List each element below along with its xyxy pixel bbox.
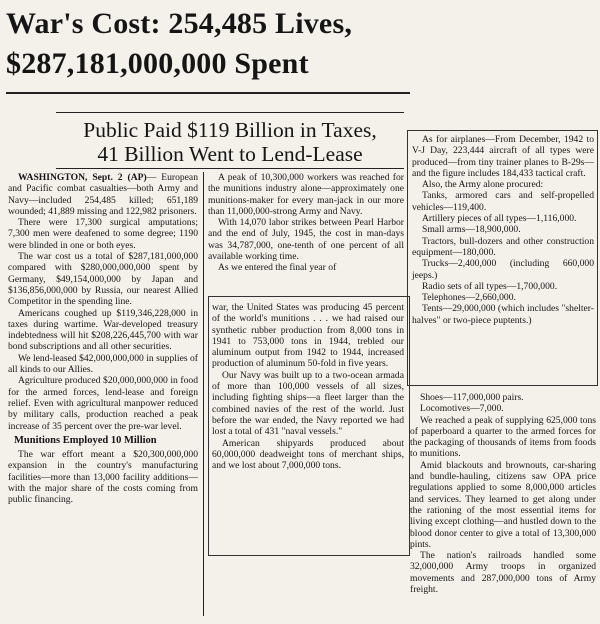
paragraph: Tractors, bull-dozers and other construction equipment—180,000.	[412, 235, 594, 258]
paragraph: Artillery pieces of all types—1,116,000.	[422, 213, 577, 225]
paragraph: Amid blackouts and brownouts, car-sharing and bundle-hauling, citizens saw OPA price regulations applied to some 8,000,000 articles and services. They learned to get along under the rationing of the most essential items for living except clothing—and hustled down to the blood donor center to give a total of 13,300,000 pints.	[410, 459, 596, 550]
column-2-bottom	[212, 302, 404, 471]
paragraph: Telephones—2,660,000.	[422, 292, 516, 304]
headline	[6, 4, 596, 84]
column-1	[8, 172, 198, 506]
paragraph: American shipyards produced about 60,000,000 deadweight tons of merchant ships, and we lost about 7,000,000 tons.	[212, 437, 404, 472]
subhead-bottom-rule	[56, 168, 404, 169]
headline-line-1: War's Cost: 254,485 Lives,	[6, 7, 353, 40]
dateline: WASHINGTON, Sept. 2 (AP)	[18, 172, 147, 183]
paragraph: Tents—29,000,000 (which includes "shelter-halves" or two-piece puptents.)	[412, 303, 594, 326]
headline-rule	[6, 92, 410, 94]
paragraph: Also, the Army alone procured:	[422, 179, 544, 191]
headline-line-2: $287,181,000,000 Spent	[6, 47, 309, 80]
section-heading: Munitions Employed 10 Million	[14, 434, 157, 446]
paragraph: Small arms—18,900,000.	[422, 224, 521, 236]
paragraph: We reached a peak of supplying 625,000 tons of paperboard a quarter to the armed forces for the packaging of thousands of items from foods to munitions.	[410, 414, 596, 460]
paragraph: — European and Pacific combat casualties—both Army and Navy—included 254,485 killed; 651,189 wounded; 41,889 missing and 122,982 prisoners.	[8, 172, 198, 217]
paragraph: Shoes—117,000,000 pairs.	[420, 392, 524, 403]
column-3-bottom	[410, 392, 596, 595]
paragraph: Locomotives—7,000.	[420, 403, 504, 415]
paragraph: Americans coughed up $119,346,228,000 in taxes during wartime. War-developed treasury indebtedness will hit $208,226,445,700 with war bond subscriptions and all other securities.	[8, 307, 198, 353]
column-2-top	[208, 172, 404, 274]
paragraph: A peak of 10,300,000 workers was reached for the munitions industry alone—approximately one munitions-maker for every man-jack in our more than 11,000,000-strong Army and Navy.	[208, 172, 404, 217]
paragraph: war, the United States was producing 45 percent of the world's munitions . . . we had raised our synthetic rubber production from 8,000 tons in 1941 to 753,000 tons in 1944, trebled our aluminum output from 1942 to 1944, increased production of aluminum 50-fold in five years.	[212, 302, 404, 370]
paragraph: With 14,070 labor strikes between Pearl Harbor and the end of July, 1945, the cost in man-days was 34,787,000, one-tenth of one percent of all available working time.	[208, 217, 404, 263]
paragraph: Agriculture produced $20,000,000,000 in food for the armed forces, lend-lease and foreign relief. Even with agricultural manpower reduced by military calls, production reached a peak increase of 35 percent over the pre-war level.	[8, 375, 198, 432]
paragraph: We lend-leased $42,000,000,000 in supplies of all kinds to our Allies.	[8, 352, 198, 376]
paragraph: Trucks—2,400,000 (including 660,000 jeeps.)	[412, 258, 594, 281]
paragraph: Our Navy was built up to a two-ocean armada of more than 100,000 vessels of all sizes, including fighting ships—a fleet larger than the combined navies of the rest of the world. Just before the war ended, the Navy reported we had lost a total of 431 "naval vessels."	[212, 369, 404, 438]
paragraph: The nation's railroads handled some 32,000,000 Army troops in organized movements and 287,000,000 tons of Army freight.	[410, 550, 596, 596]
paragraph: The war effort meant a $20,300,000,000 expansion in the country's manufacturing facilities—more than 13,000 facility additions—with the major share of the costs coming from public financing.	[8, 449, 198, 506]
subhead	[58, 118, 402, 166]
paragraph: There were 17,300 surgical amputations; 7,300 men were deafened to some degree; 1190 were blinded in one or both eyes.	[8, 217, 198, 251]
paragraph: As we entered the final year of	[218, 262, 337, 274]
subhead-line-2: 41 Billion Went to Lend-Lease	[97, 142, 363, 166]
paragraph: The war cost us a total of $287,181,000,000 compared with $280,000,000,000 spent by Germany, $49,154,000,000 by Japan and $136,856,000,000 by Russia, our nearest Allied Competitor in the spending line.	[8, 251, 198, 308]
paragraph: As for airplanes—From December, 1942 to V-J Day, 223,444 aircraft of all types were produced—from tiny trainer planes to B-29s—and the figure includes 184,433 tactical craft.	[412, 134, 594, 179]
subhead-line-1: Public Paid $119 Billion in Taxes,	[83, 118, 377, 142]
paragraph: Radio sets of all types—1,700,000.	[422, 280, 558, 292]
paragraph: Tanks, armored cars and self-propelled vehicles—119,400.	[412, 190, 594, 213]
column-divider	[203, 172, 204, 616]
subhead-top-rule	[56, 112, 404, 113]
column-3-top	[412, 134, 594, 326]
